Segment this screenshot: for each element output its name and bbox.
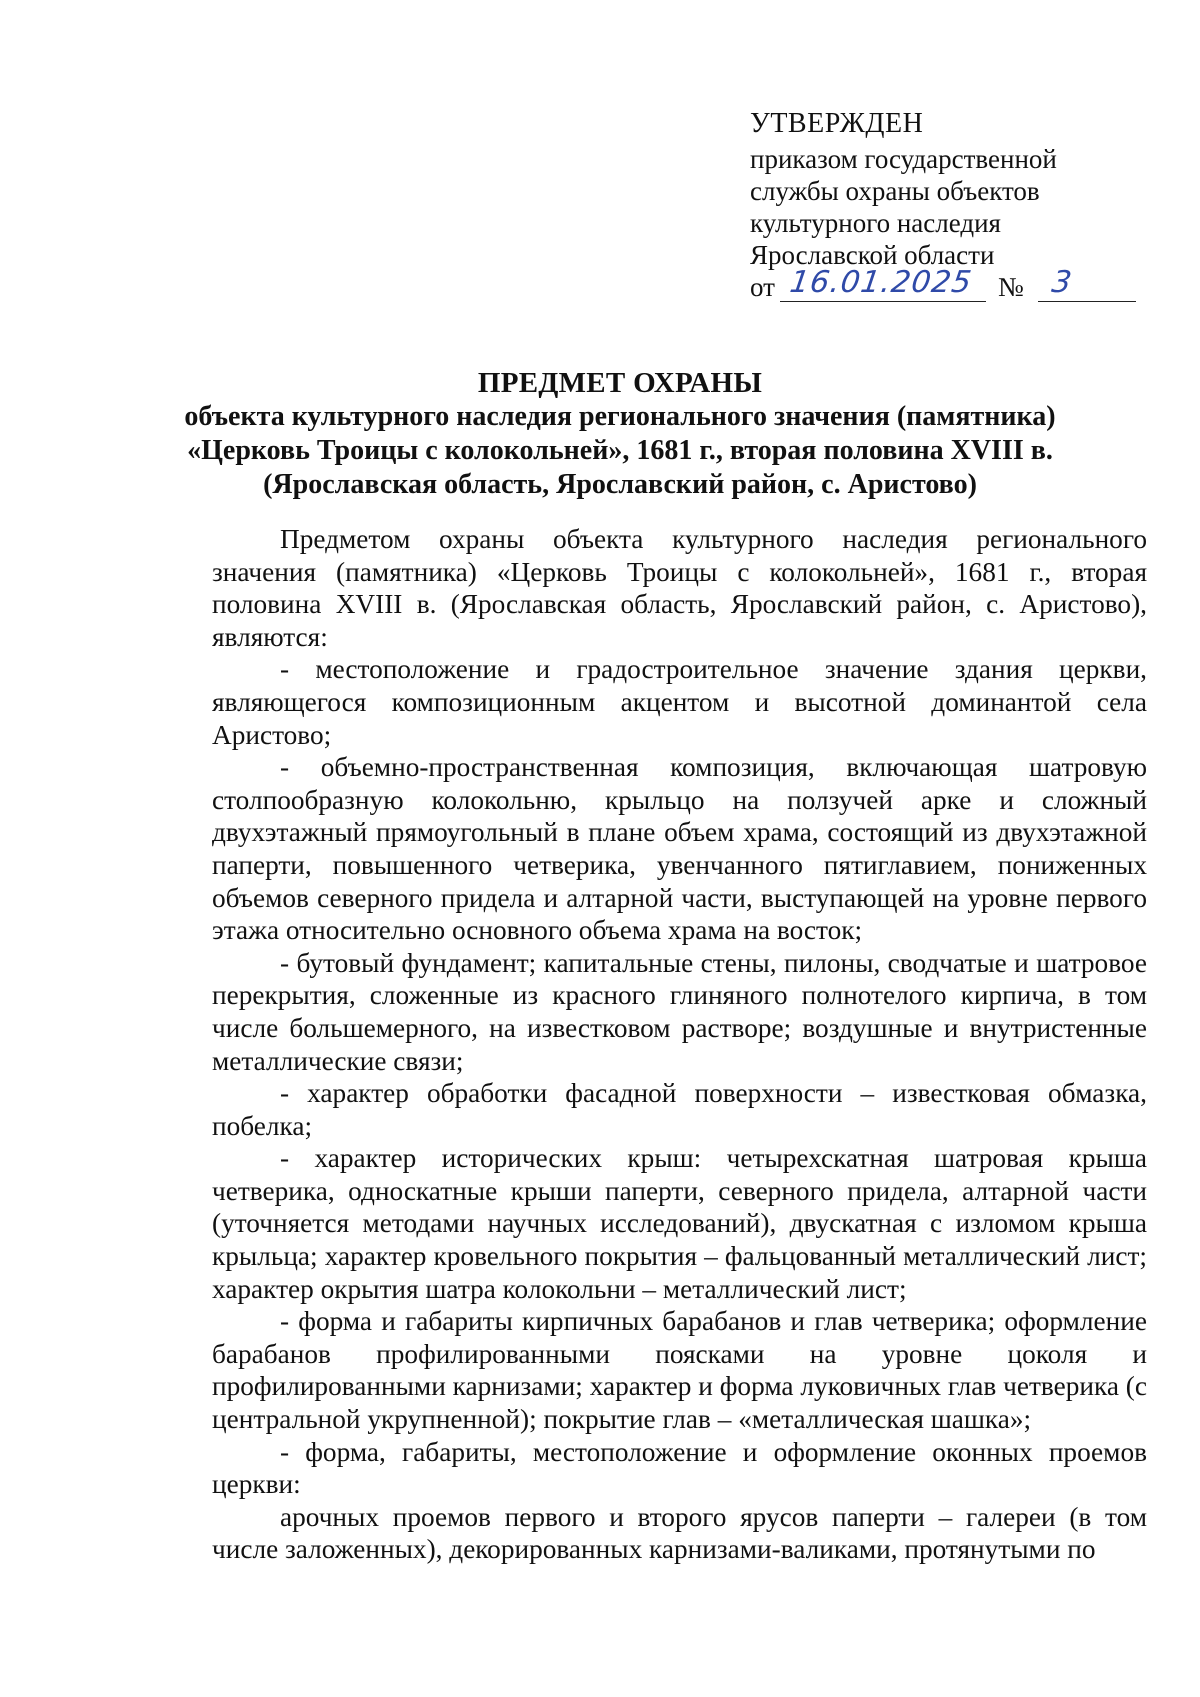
body-paragraph: - характер исторических крыш: четырехскатная шатровая крыша четверика, односкатные крыши паперти, северного придела, алтарной части (уточняется методами научных исследований), двускатная с изломом крыша крыльца; характер кровельного покрытия – фальцованный металлический лист; характер окрытия шатра колокольни – металлический лист; <box>212 1143 1147 1304</box>
handwritten-date: 16.01.2025 <box>787 265 975 300</box>
approval-block <box>750 108 1150 305</box>
number-label: № <box>998 272 1024 302</box>
handwritten-number: 3 <box>1049 265 1075 300</box>
body-paragraph: - бутовый фундамент; капитальные стены, пилоны, сводчатые и шатровое перекрытия, сложенные из красного глиняного полнотелого кирпича, в том числе большемерного, на известковом растворе; воздушные и внутристенные металлические связи; <box>212 947 1147 1076</box>
date-prefix: от <box>750 272 775 302</box>
order-date-number-line <box>750 265 1150 305</box>
body-paragraph: - форма и габариты кирпичных барабанов и глав четверика; оформление барабанов профилированными поясками на уровне цоколя и профилированными карнизами; характер и форма луковичных глав четверика (с центральной укрупненной); покрытие глав – «металлическая шашка»; <box>212 1306 1147 1435</box>
body-paragraph: арочных проемов первого и второго ярусов паперти – галереи (в том числе заложенных), декорированных карнизами-валиками, протянутыми по <box>212 1501 1147 1565</box>
date-blank <box>780 265 986 302</box>
number-blank <box>1038 265 1136 302</box>
body-paragraph: - форма, габариты, местоположение и оформление оконных проемов церкви: <box>212 1436 1147 1500</box>
title-line: объекта культурного наследия регионального значения (памятника) <box>184 401 1056 432</box>
body-paragraph: - характер обработки фасадной поверхности – известковая обмазка, побелка; <box>212 1078 1147 1141</box>
document-title <box>120 366 1120 502</box>
approval-line: культурного наследия <box>750 208 1001 238</box>
title-line: «Церковь Троицы с колокольней», 1681 г., вторая половина XVIII в. <box>187 435 1053 466</box>
body-paragraph: - объемно-пространственная композиция, включающая шатровую столпообразную колокольню, крыльцо на ползучей арке и сложный двухэтажный прямоугольный в плане объем храма, состоящий из двухэтажной паперти, повышенного четверика, увенчанного пятиглавием, пониженных объемов северного придела и алтарной части, выступающей на уровне первого этажа относительно основного объема храма на восток; <box>212 752 1147 946</box>
approval-line: службы охраны объектов <box>750 176 1040 206</box>
body-paragraph: - местоположение и градостроительное значение здания церкви, являющегося композиционным акцентом и высотной доминантой села Аристово; <box>212 654 1147 750</box>
body-paragraph: Предметом охраны объекта культурного наследия регионального значения (памятника) «Церковь Троицы с колокольней», 1681 г., вторая половина XVIII в. (Ярославская область, Ярославский район, с. Аристово), являются: <box>212 524 1147 652</box>
approval-heading: УТВЕРЖДЕН <box>750 108 924 139</box>
approval-line: приказом государственной <box>750 144 1057 174</box>
approval-line: Ярославской области <box>750 240 995 270</box>
document-body <box>212 523 1147 1566</box>
title-line: (Ярославская область, Ярославский район, с. Аристово) <box>263 469 977 500</box>
title-line: ПРЕДМЕТ ОХРАНЫ <box>477 367 763 399</box>
